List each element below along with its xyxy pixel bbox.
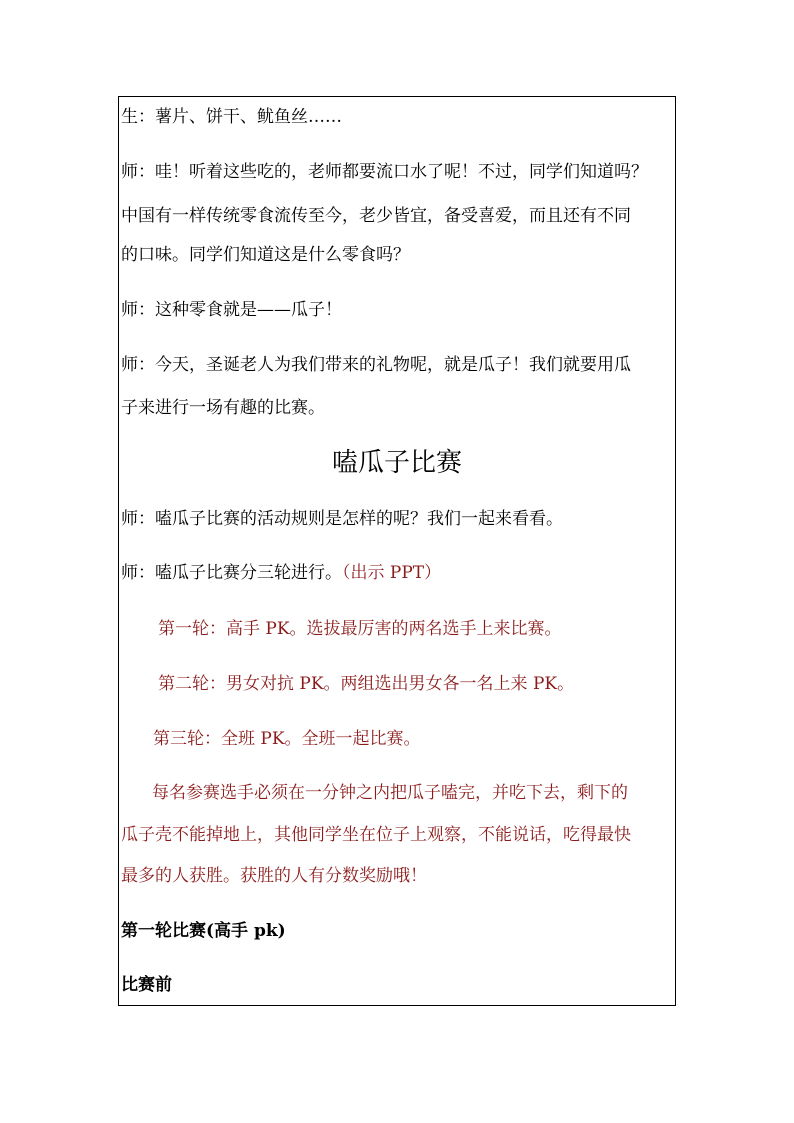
- dialogue-line: 生：薯片、饼干、鱿鱼丝……: [121, 107, 342, 127]
- round-item: 第二轮：男女对抗 PK。两组选出男女各一名上来 PK。: [158, 674, 575, 694]
- rule-text-line: 最多的人获胜。获胜的人有分数奖励哦！: [121, 866, 427, 886]
- rule-text-line: 瓜子壳不能掉地上，其他同学坐在位子上观察，不能说话，吃得最快: [121, 825, 631, 845]
- rounds-intro: [121, 563, 677, 583]
- page-title: 嗑瓜子比赛: [331, 448, 462, 478]
- rounds-intro-text: 师：嗑瓜子比赛分三轮进行。: [121, 563, 342, 583]
- dialogue-line: 师：哇！听着这些吃的，老师都要流口水了呢！不过，同学们知道吗？: [121, 162, 648, 182]
- round-item: 第三轮：全班 PK。全班一起比赛。: [153, 729, 421, 749]
- section-heading: 第一轮比赛(高手 pk): [121, 921, 286, 941]
- dialogue-line: 子来进行一场有趣的比赛。: [121, 398, 325, 418]
- dialogue-line: 师：今天，圣诞老人为我们带来的礼物呢，就是瓜子！我们就要用瓜: [121, 355, 631, 375]
- sub-heading: 比赛前: [121, 975, 172, 995]
- rules-intro: 师：嗑瓜子比赛的活动规则是怎样的呢？我们一起来看看。: [121, 509, 563, 529]
- dialogue-line: 的口味。同学们知道这是什么零食吗？: [121, 245, 410, 265]
- dialogue-line: 师：这种零食就是——瓜子！: [121, 300, 342, 320]
- ppt-note: （出示 PPT）: [342, 563, 442, 583]
- rule-text-line: 每名参赛选手必须在一分钟之内把瓜子嗑完，并吃下去，剩下的: [152, 783, 628, 803]
- dialogue-line: 中国有一样传统零食流传至今，老少皆宜，备受喜爱，而且还有不同: [121, 206, 631, 226]
- round-item: 第一轮：高手 PK。选拔最厉害的两名选手上来比赛。: [158, 619, 562, 639]
